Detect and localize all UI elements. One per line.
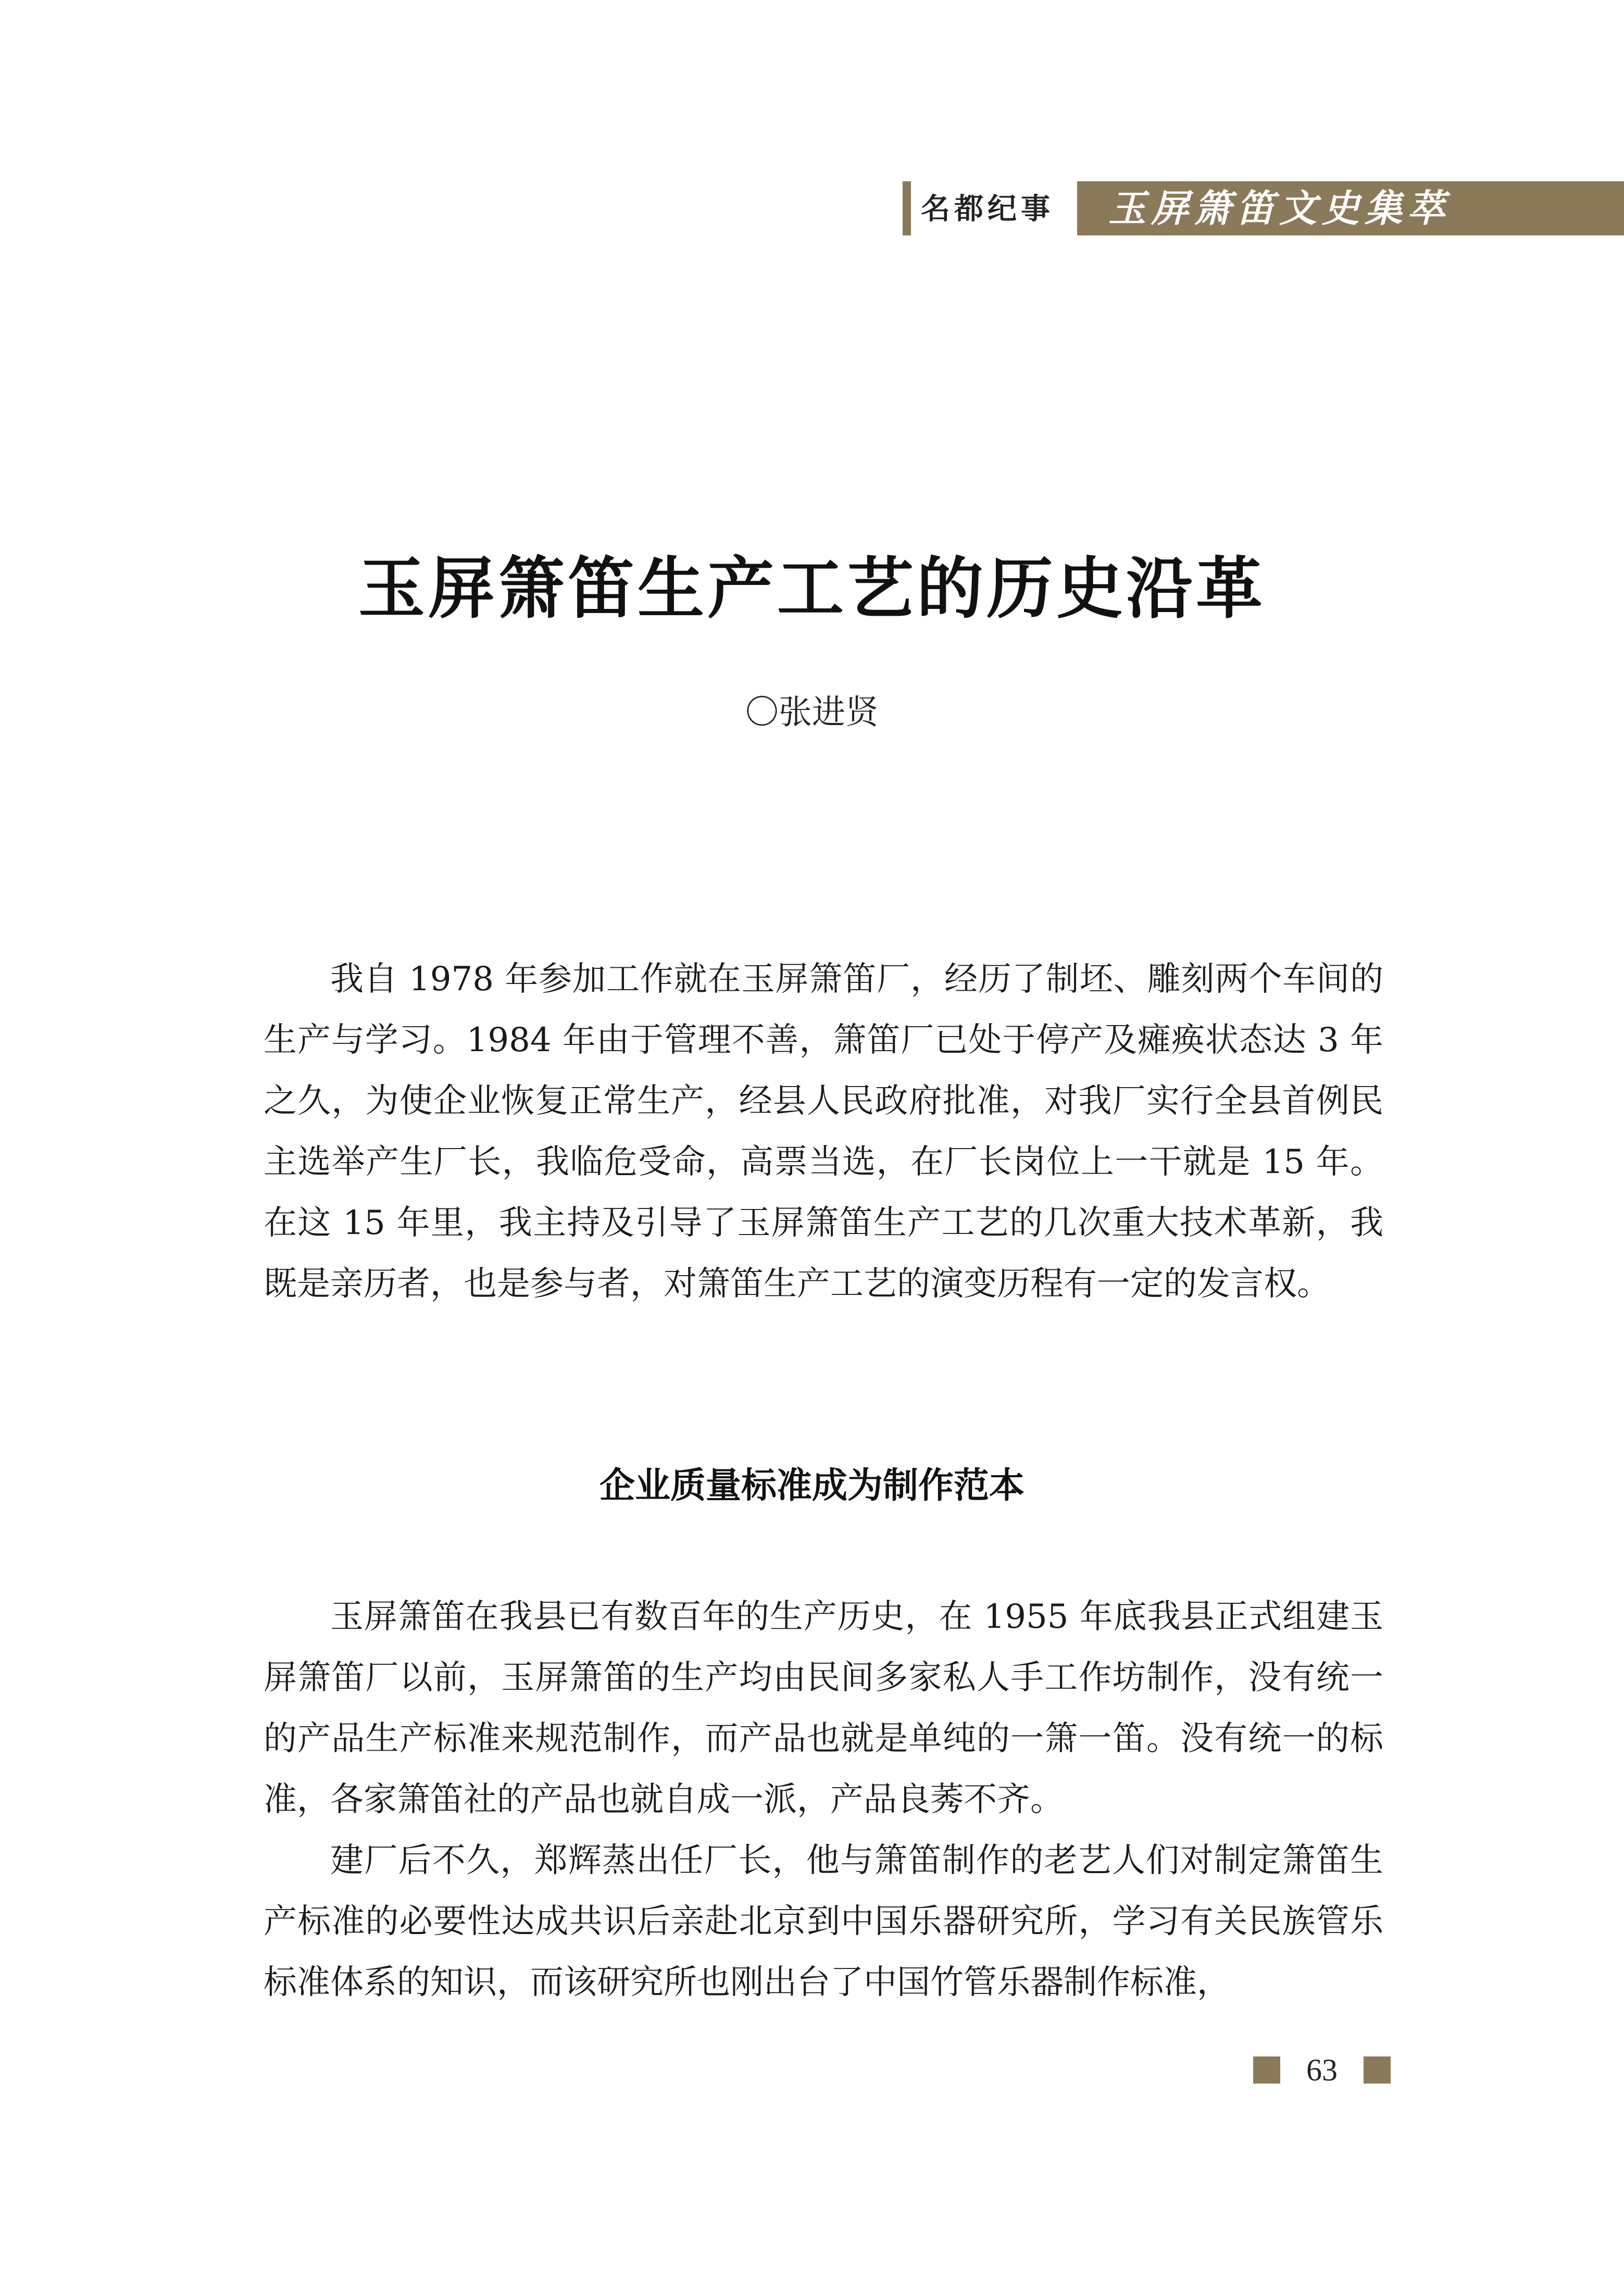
series-title: 玉屏箫笛文史集萃: [1108, 186, 1451, 230]
folio-marker-left: [1253, 2056, 1280, 2084]
section-label: 名都纪事: [921, 192, 1054, 226]
paragraph-intro: 我自 1978 年参加工作就在玉屏箫笛厂，经历了制坯、雕刻两个车间的生产与学习。1984 年由于管理不善，箫笛厂已处于停产及瘫痪状态达 3 年之久，为使企业恢复正常生产，经县人民政府批准，对我厂实行全县首例民主选举产生厂长，我临危受命，高票当选，在厂长岗位上一干就是 15 年。在这 15 年里，我主持及引导了玉屏箫笛生产工艺的几次重大技术革新，我既是亲历者，也是参与者，对箫笛生产工艺的演变历程有一定的发言权。: [264, 960, 1383, 1303]
article-author: 〇张进贤: [745, 693, 879, 732]
page-number: 63: [1306, 2053, 1338, 2087]
section-heading: 企业质量标准成为制作范本: [599, 1465, 1025, 1506]
series-banner: [1077, 181, 1624, 235]
article-title: 玉屏箫笛生产工艺的历史沿革: [358, 550, 1266, 628]
paragraph-section-2: 建厂后不久，郑辉蒸出任厂长，他与箫笛制作的老艺人们对制定箫笛生产标准的必要性达成共识后亲赴北京到中国乐器研究所，学习有关民族管乐标准体系的知识，而该研究所也刚出台了中国竹管乐器制作标准，: [264, 1841, 1383, 2002]
paragraph-section-1: 玉屏箫笛在我县已有数百年的生产历史，在 1955 年底我县正式组建玉屏箫笛厂以前，玉屏箫笛的生产均由民间多家私人手工作坊制作，没有统一的产品生产标准来规范制作，而产品也就是单纯的一箫一笛。没有统一的标准，各家箫笛社的产品也就自成一派，产品良莠不齐。: [264, 1598, 1383, 1819]
header-accent-bar: [903, 181, 911, 235]
folio-marker-right: [1364, 2056, 1391, 2084]
